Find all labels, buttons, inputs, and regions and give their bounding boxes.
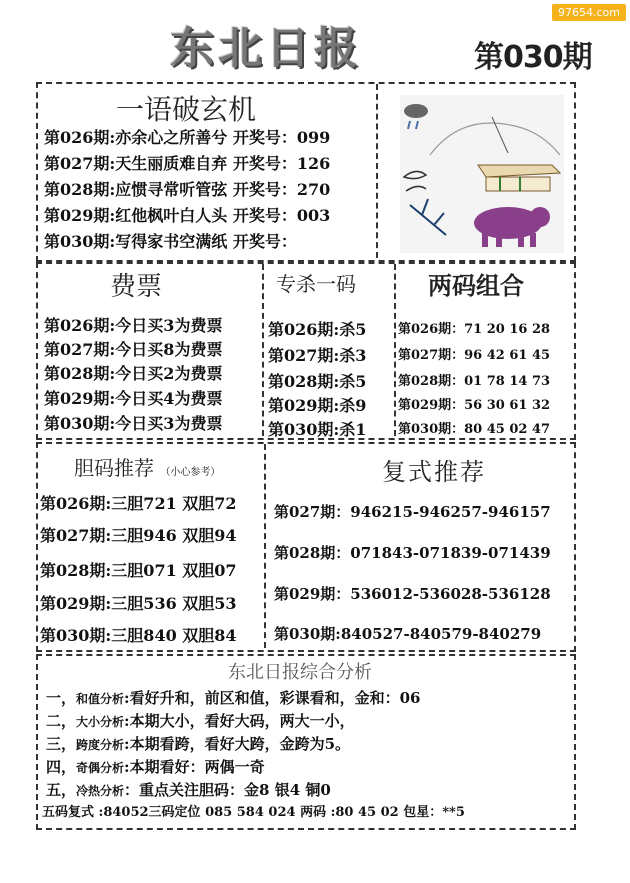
lower-divider	[264, 444, 266, 648]
zhuansha-row: 第030期:杀1	[268, 420, 367, 439]
riddle-row: 第026期:亦余心之所善兮 开奖号：099	[44, 128, 331, 147]
zhuansha-title: 专杀一码	[276, 272, 356, 296]
riddle-row: 第029期:红他枫叶白人头 开奖号：003	[44, 206, 331, 225]
house-icon	[478, 165, 560, 191]
danma-row: 第026期:三胆721 双胆72	[40, 494, 237, 513]
analysis-text: :看好升和，前区和值，彩课看和，金和：06	[124, 689, 421, 707]
fushi-title: 复式推荐	[382, 458, 486, 486]
analysis-footer: 五码复式 :84052三码定位 085 584 024 两码 :80 45 02 包星：**5	[42, 805, 465, 820]
liangma-row: 第029期：56 30 61 32	[398, 398, 551, 413]
analysis-prefix: 一，	[46, 689, 77, 707]
danma-title	[74, 452, 220, 481]
fushi-row: 第027期：946215-946257-946157	[274, 503, 551, 521]
danma-row: 第027期:三胆946 双胆94	[40, 526, 237, 545]
analysis-row	[46, 711, 355, 732]
analysis-prefix: 二，	[46, 712, 77, 730]
liangma-title: 两码组合	[428, 271, 524, 300]
liangma-row: 第026期：71 20 16 28	[398, 322, 551, 337]
analysis-row	[46, 780, 331, 801]
analysis-text: :本期看跨，看好大跨，金跨为5。	[124, 735, 351, 753]
analysis-row	[46, 734, 350, 755]
site-watermark: 97654.com	[552, 4, 626, 21]
riddle-title: 一语破玄机	[116, 93, 257, 126]
analysis-label: 跨度分析	[76, 738, 125, 752]
feipiao-row: 第029期:今日买4为费票	[44, 389, 223, 408]
analysis-title: 东北日报综合分析	[228, 662, 372, 683]
zhuansha-row: 第027期:杀3	[268, 346, 367, 365]
issue-number: 第030期	[474, 40, 592, 75]
danma-row: 第029期:三胆536 双胆53	[40, 594, 237, 613]
analysis-text: :本期大小，看好大码，两大一小，	[124, 712, 355, 730]
feipiao-row: 第026期:今日买3为费票	[44, 316, 223, 335]
zhuansha-row: 第028期:杀5	[268, 372, 367, 391]
danma-row: 第028期:三胆071 双胆07	[40, 561, 237, 580]
analysis-row	[46, 688, 420, 709]
mid-divider-1	[262, 264, 264, 436]
danma-row: 第030期:三胆840 双胆84	[40, 626, 237, 645]
analysis-prefix: 三，	[46, 735, 77, 753]
riddle-row: 第027期:天生丽质难自弃 开奖号：126	[44, 154, 331, 173]
zhuansha-row: 第026期:杀5	[268, 320, 367, 339]
analysis-prefix: 五，	[46, 781, 77, 799]
analysis-label: 奇偶分析	[76, 761, 125, 775]
danma-title-text: 胆码推荐	[74, 456, 154, 480]
riddle-illustration	[400, 95, 564, 253]
fushi-row: 第028期：071843-071839-071439	[274, 544, 551, 562]
mid-divider-2	[394, 264, 396, 436]
feipiao-title: 费票	[110, 272, 163, 302]
analysis-text: ：重点关注胆码：金8 银4 铜0	[124, 781, 331, 799]
analysis-prefix: 四，	[46, 758, 77, 776]
riddle-row: 第028期:应惯寻常听管弦 开奖号：270	[44, 180, 331, 199]
analysis-text: :本期看好：两偶一奇	[124, 758, 265, 776]
riddle-divider	[376, 84, 378, 258]
danma-note: （小心参考）	[160, 467, 221, 478]
feipiao-row: 第028期:今日买2为费票	[44, 364, 223, 383]
liangma-row: 第027期：96 42 61 45	[398, 348, 551, 363]
analysis-label: 和值分析	[76, 692, 125, 706]
liangma-row: 第028期：01 78 14 73	[398, 374, 551, 389]
analysis-row	[46, 757, 265, 778]
feipiao-row: 第030期:今日买3为费票	[44, 414, 223, 433]
fushi-row: 第029期：536012-536028-536128	[274, 585, 551, 603]
liangma-row: 第030期：80 45 02 47	[398, 422, 551, 437]
zhuansha-row: 第029期:杀9	[268, 396, 367, 415]
analysis-label: 冷热分析	[76, 784, 125, 798]
fushi-row: 第030期:840527-840579-840279	[274, 625, 542, 643]
analysis-label: 大小分析	[76, 715, 125, 729]
feipiao-row: 第027期:今日买8为费票	[44, 340, 223, 359]
masthead-title: 东北日报	[170, 23, 362, 74]
riddle-row: 第030期:写得家书空满纸 开奖号：	[44, 232, 297, 251]
